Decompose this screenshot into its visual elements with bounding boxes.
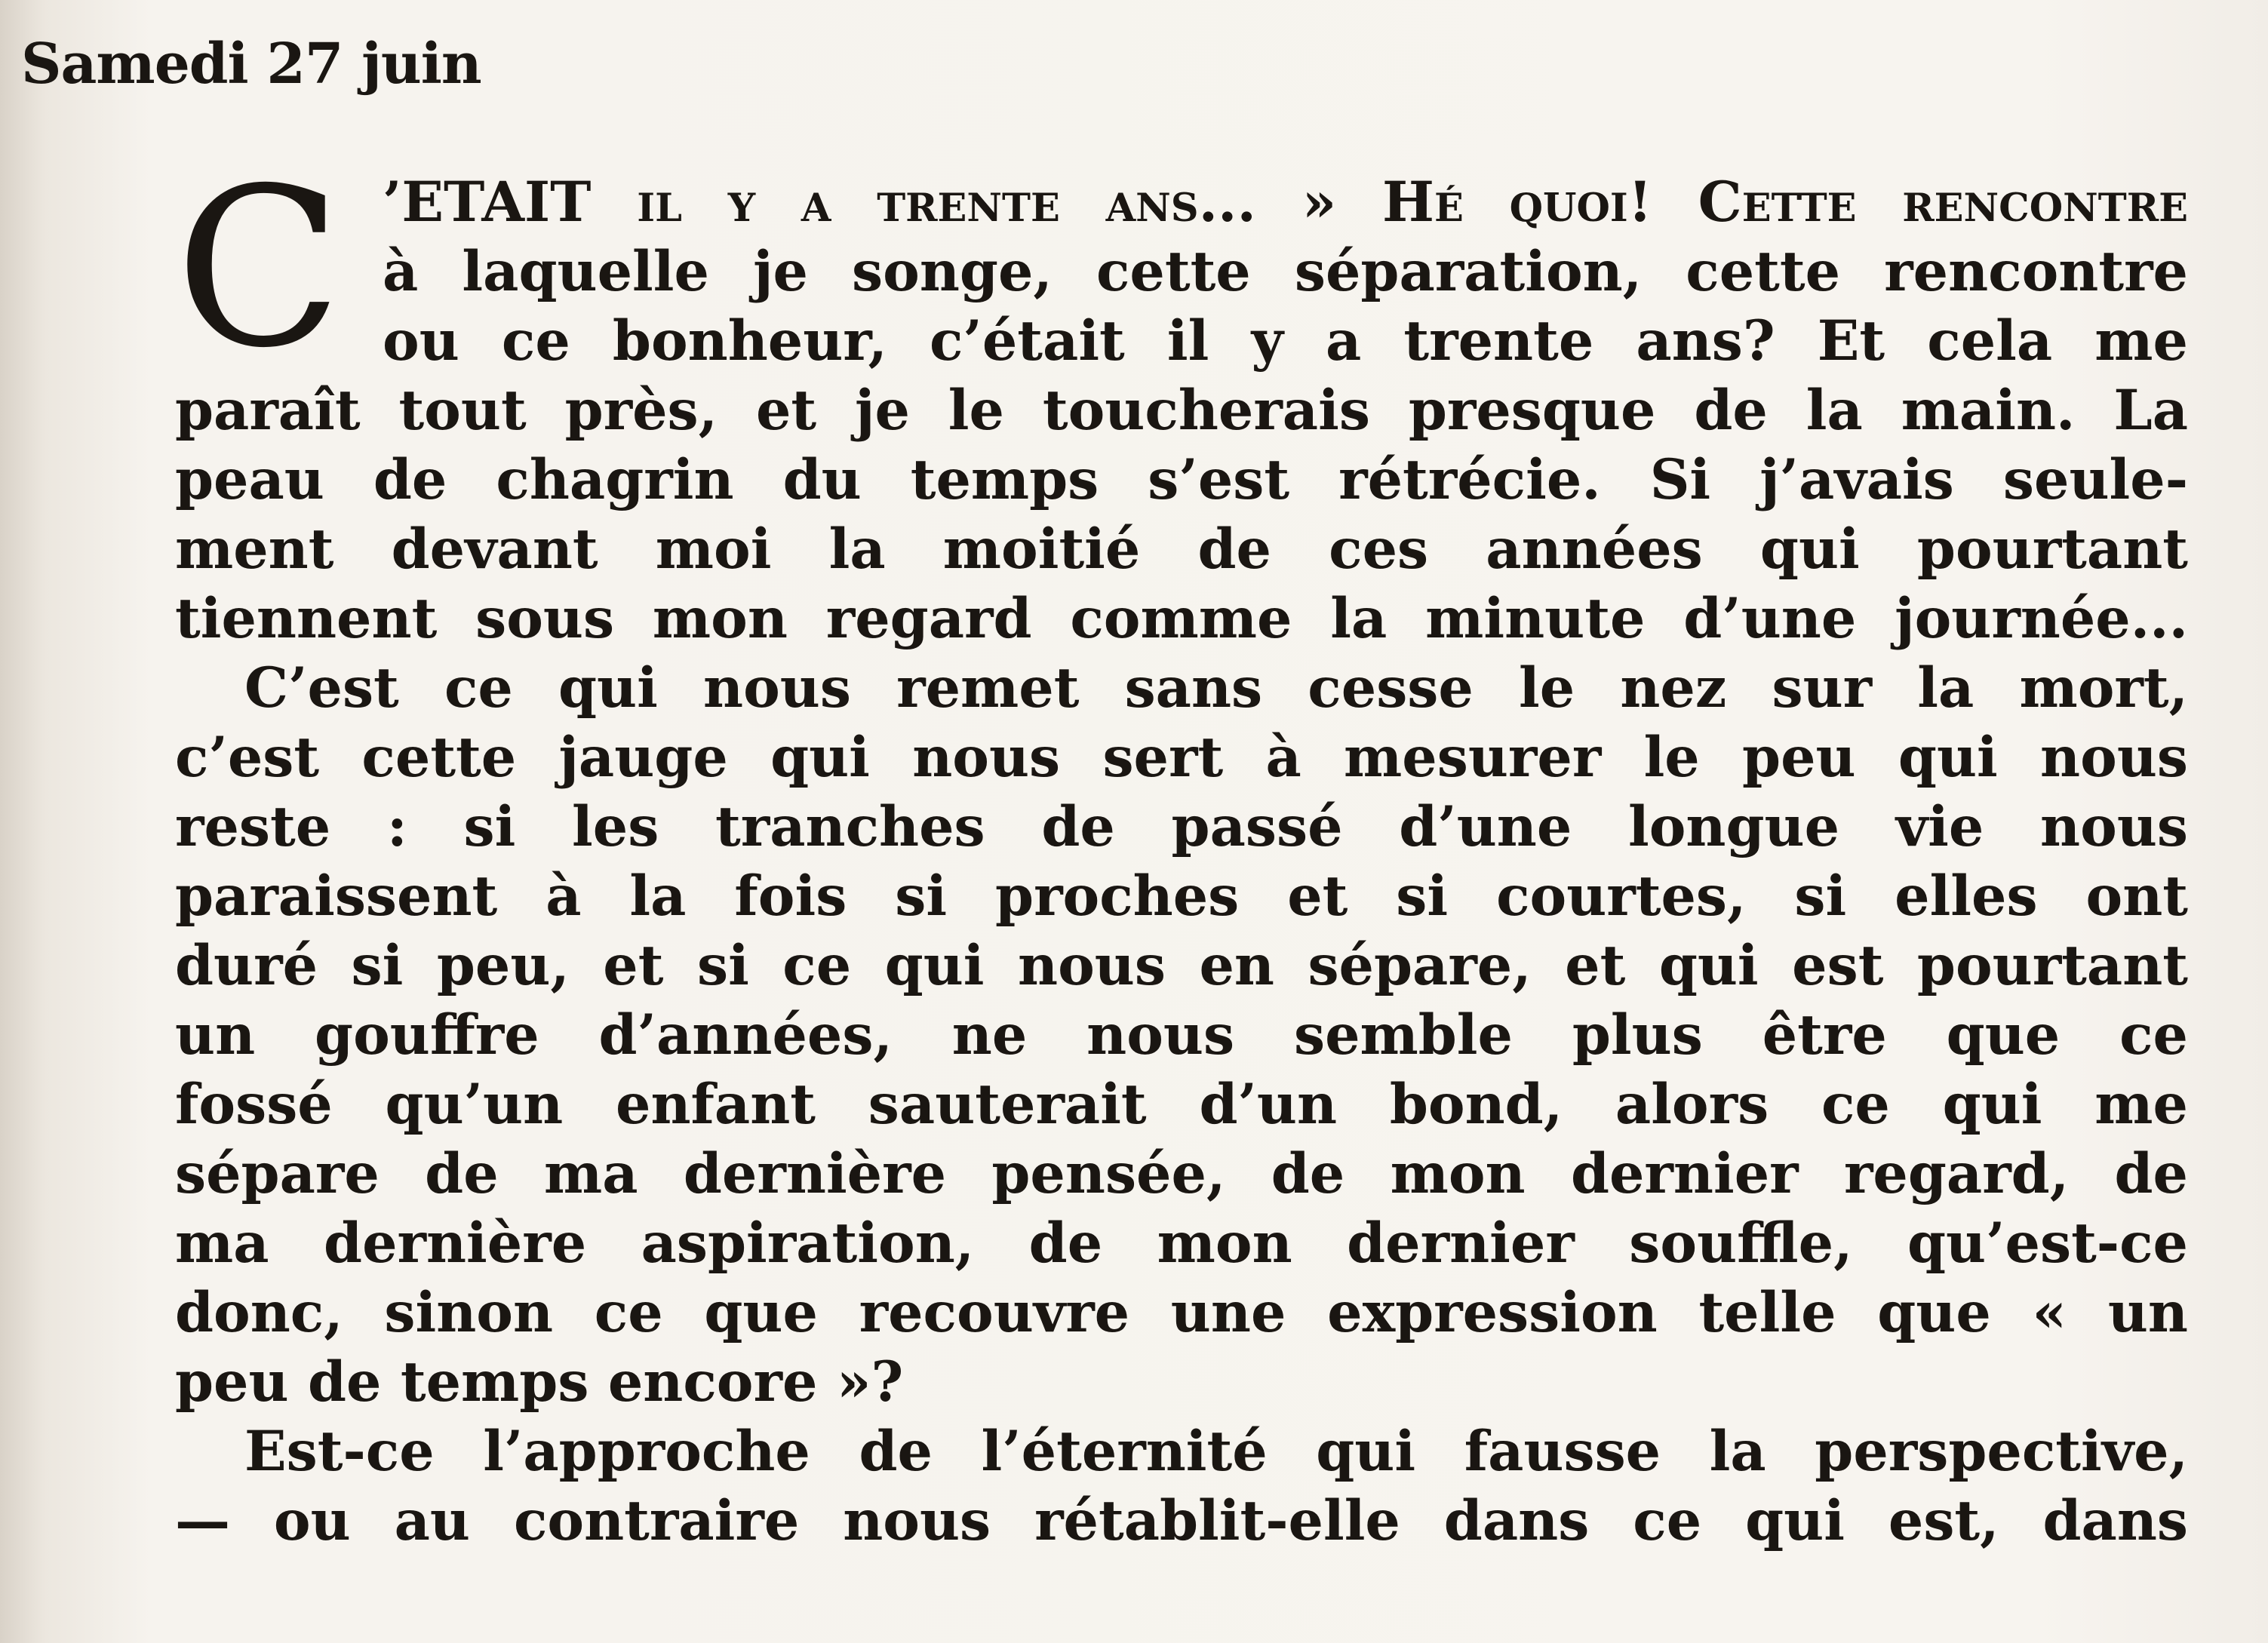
text-line: C’est ce qui nous remet sans cesse le nez sur la mort,: [244, 656, 2188, 720]
text-line: peau de chagrin du temps s’est rétrécie. Si j’avais seule-: [175, 447, 2188, 512]
text-line: un gouffre d’années, ne nous semble plus être que ce: [175, 1003, 2188, 1067]
text-line: Est-ce l’approche de l’éternité qui fausse la perspective,: [244, 1419, 2188, 1484]
text-line: [383, 167, 2188, 237]
text-line: duré si peu, et si ce qui nous en sépare, et qui est pourtant: [175, 933, 2188, 998]
text-line: ma dernière aspiration, de mon dernier souffle, qu’est-ce: [175, 1211, 2188, 1276]
text-line: ment devant moi la moitié de ces années qui pourtant: [175, 517, 2188, 582]
text-line: fossé qu’un enfant sauterait d’un bond, alors ce qui me: [175, 1072, 2188, 1137]
text-line: — ou au contraire nous rétablit-elle dans ce qui est, dans: [175, 1488, 2188, 1553]
text-line: peu de temps encore »?: [175, 1350, 904, 1414]
text-line: paraît tout près, et je le toucherais presque de la main. La: [175, 378, 2188, 443]
text-line: à laquelle je songe, cette séparation, cette rencontre: [383, 239, 2188, 304]
show-through-text: [830, 15, 848, 78]
page-header-date: Samedi 27 juin: [21, 32, 481, 97]
text-line: c’est cette jauge qui nous sert à mesurer le peu qui nous: [175, 725, 2188, 790]
text-line-content: ’ETAIT il y a trente ans... » Hé quoi! Cette rencontre: [383, 170, 2188, 235]
text-line: donc, sinon ce que recouvre une expression telle que « un: [175, 1280, 2188, 1345]
text-line: sépare de ma dernière pensée, de mon dernier regard, de: [175, 1141, 2188, 1206]
body-text: [175, 142, 2188, 1555]
text-line: ou ce bonheur, c’était il y a trente ans? Et cela me: [383, 309, 2188, 373]
text-line: reste : si les tranches de passé d’une longue vie nous: [175, 794, 2188, 859]
text-line: tiennent sous mon regard comme la minute d’une journée...: [175, 586, 2188, 651]
drop-cap-letter: C: [175, 142, 343, 396]
text-line: paraissent à la fois si proches et si courtes, si elles ont: [175, 864, 2188, 929]
